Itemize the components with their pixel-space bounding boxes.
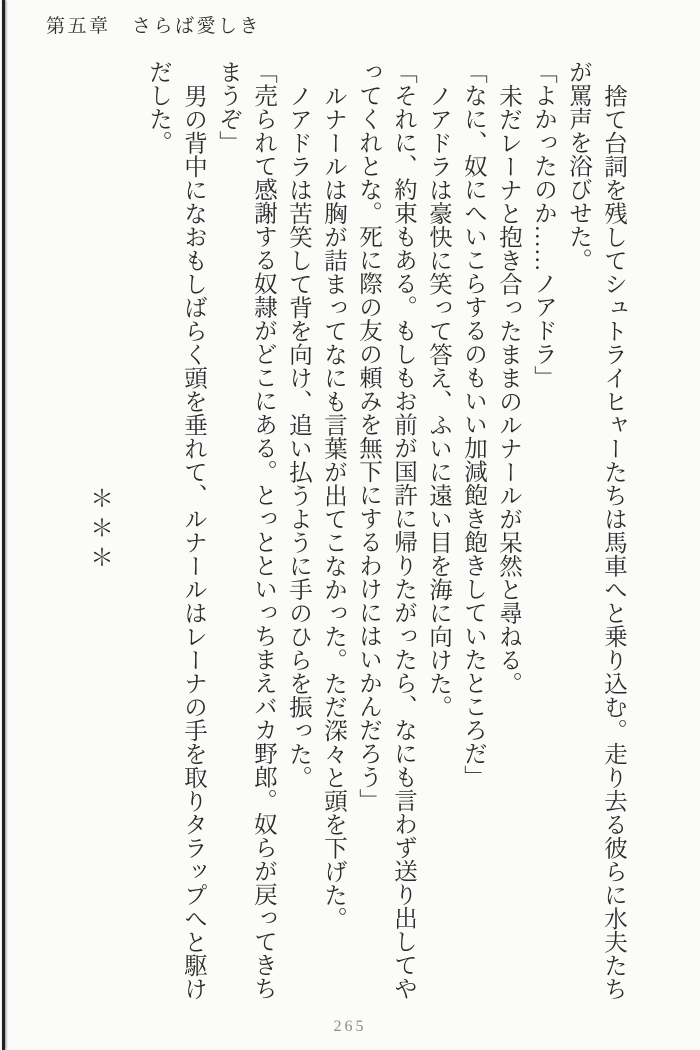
chapter-header: 第五章 さらば愛しき: [46, 16, 262, 37]
paragraph-dialogue: 「売られて感謝する奴隷がどこにある。とっとといっちまえバカ野郎。奴らが戻ってきちまうぞ」: [215, 60, 276, 1000]
paragraph-dialogue: 「よかったのか……ノアドラ」: [530, 60, 556, 389]
section-break-asterisks: ＊＊＊: [86, 485, 112, 575]
scan-edge-line: [2, 0, 5, 1050]
paragraph-dialogue: 「なに、奴にへいこらするのもいい加減飽き飽きしていたところだ」: [460, 60, 486, 789]
paragraph: ノアドラは苦笑して背を向け、追い払うように手のひらを振った。: [285, 83, 311, 789]
paragraph: ルナールは胸が詰まってなにも言葉が出てこなかった。ただ深々と頭を下げた。: [320, 83, 346, 930]
body-text: [64, 60, 630, 1000]
paragraph: 未だレーナと抱き合ったままのルナールが呆然と尋ねる。: [495, 83, 521, 695]
paragraph: ノアドラは豪快に笑って答え、ふいに遠い目を海に向けた。: [425, 83, 451, 718]
page-number: 265: [333, 1018, 367, 1035]
paragraph: 男の背中になおもしばらく頭を垂れて、ルナールはレーナの手を取りタラップへと駆けだした。: [145, 60, 206, 1000]
paragraph-dialogue: 「それに、約束もある。もしもお前が国許に帰りたがったら、なにも言わず送り出してやってくれとな。死に際の友の頼みを無下にするわけにはいかんだろう」: [355, 60, 416, 1000]
paragraph: 捨て台詞を残してシュトライヒャーたちは馬車へと乗り込む。走り去る彼らに水夫たちが罵声を浴びせた。: [565, 60, 626, 1000]
